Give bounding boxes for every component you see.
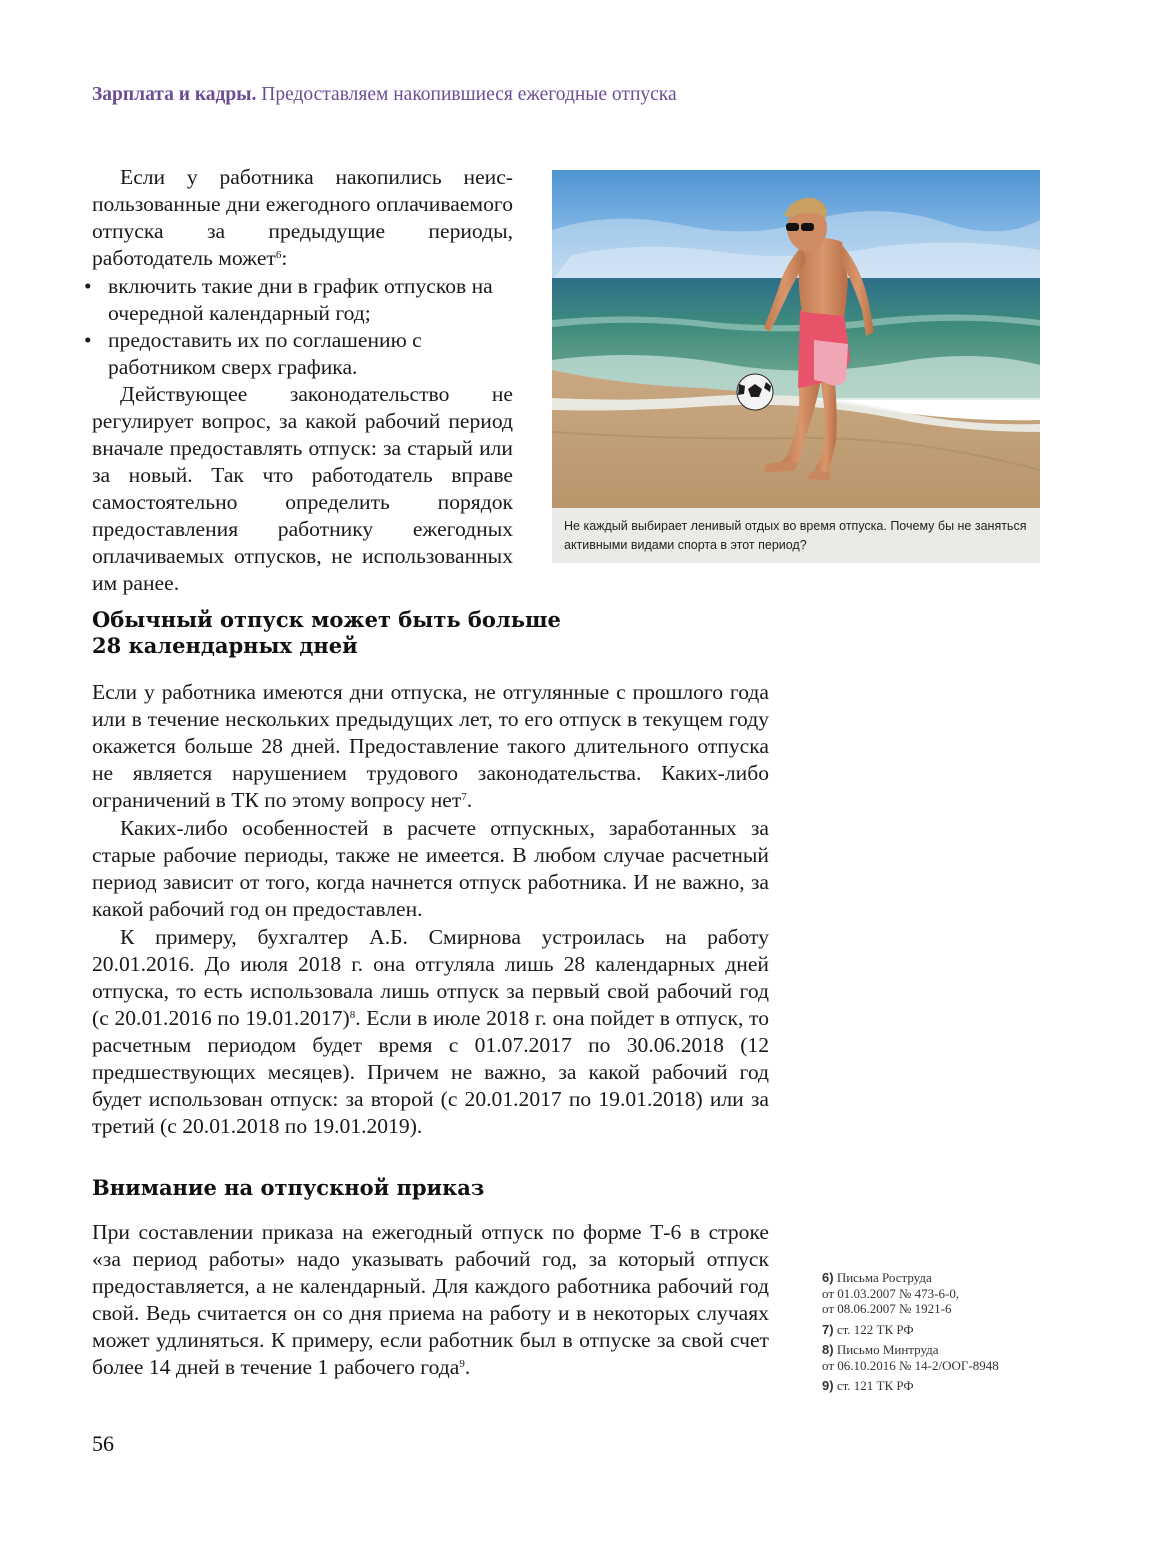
section1-paragraph-3: [92, 924, 769, 1140]
footnote-ref-7: 7: [461, 791, 467, 803]
running-head: [92, 84, 677, 106]
photo-caption-box: [552, 508, 1040, 563]
photo-caption: Не каждый выбирает ленивый отдых во время отпуска. Почему бы не заняться активными видами спорта в этот период?: [564, 519, 1027, 552]
footnote-ref-8: 8: [349, 1009, 356, 1021]
footnote-number: 8): [822, 1342, 834, 1357]
footnote-number: 9): [822, 1378, 834, 1393]
footnote-ref-9: 9: [459, 1358, 465, 1370]
intro-p1-end: :: [281, 246, 288, 270]
section1-p1-text: Если у работника имеются дни отпуска, не отгулянные с прошлого года или в течение нескольких предыдущих лет, то его отпуск в текущем году окажется больше 28 дней. Предоставление такого длительного отпуска не является нарушением трудового законодательства. Каких-либо ограничений в ТК по этому вопросу нет: [92, 680, 769, 812]
section2-p1-text: При составлении приказа на ежегодный отпуск по форме Т-6 в строке «за период работы» надо указывать рабочий год, за который отпуск предоставляется, а не календарный. Для каждого работника рабочий год свой. Ведь считается он со дня приема на работу и в некоторых случаях может удлиняться. К примеру, если работник был в отпуске за свой счет более 14 дней в течение 1 рабочего года: [92, 1220, 769, 1379]
running-head-title: Предоставляем накопившиеся ежегодные отпуска: [261, 84, 677, 105]
section1-p3-text-a: К примеру, бухгалтер А.Б. Смирнова устроилась на работу 20.01.2016. До июля 2018 г. она отгуляла лишь 28 календарных дней отпуска, то есть использовала лишь отпуск за первый свой рабочий год (с 20.01.2016 по 19.01.2017): [92, 925, 769, 1030]
intro-p1-text: Если у работника накопились неиспользованные дни ежегодного оплачиваемого отпуска за предыдущие периоды, работодатель может: [92, 165, 513, 270]
list-item: [80, 273, 513, 327]
beach-football-photo: [552, 170, 1040, 508]
footnote-text: ст. 121 ТК РФ: [836, 1378, 914, 1393]
section1-p1-end: .: [466, 788, 473, 812]
list-item-text: предоставить их по соглашению с работником сверх графика.: [108, 328, 422, 379]
footnote-6: [822, 1270, 1052, 1317]
section1-p3-text-b: . Если в июле 2018 г. она пойдет в отпуск, то расчетным периодом будет время с 01.07.2017 по 30.06.2018 (12 предшествующих месяцев). Причем не важно, за какой рабочий год будет использован отпуск: за второй (с 20.01.2017 по 19.01.2018) или за третий (с 20.01.2018 по 19.01.2019).: [92, 1006, 769, 1138]
section-heading-regular-leave: [92, 607, 692, 659]
footnote-text: ст. 122 ТК РФ: [836, 1321, 914, 1337]
section2-p1-end: .: [464, 1355, 471, 1379]
options-list: [80, 273, 513, 381]
intro-p2-text: Действующее законодательство не регулирует вопрос, за какой рабочий период вначале предоставлять отпуск: за старый или за новый. Так что работодатель вправе самостоятельно определить порядок предоставления работнику ежегодных оплачиваемых отпусков, не использованных им ранее.: [92, 382, 513, 595]
section1-p2-text: Каких-либо особенностей в расчете отпускных, заработанных за старые рабочие периоды, также не имеется. В любом случае расчетный период зависит от того, когда начнется отпуск работника. И не важно, за какой рабочий год он предоставлен.: [92, 816, 769, 921]
intro-paragraph-1: [92, 164, 513, 272]
footnote-7: [822, 1322, 1052, 1338]
section2-paragraph-1: [92, 1219, 769, 1381]
footnote-8: [822, 1342, 1052, 1373]
section1-paragraph-2: [92, 815, 769, 923]
bullet-icon: •: [84, 274, 92, 298]
page-number: 56: [92, 1431, 114, 1456]
heading-line: 28 календарных дней: [92, 633, 358, 658]
running-head-section: Зарплата и кадры.: [92, 84, 257, 105]
footnote-number: 7): [822, 1321, 834, 1337]
list-item-text: включить такие дни в график отпусков на очередной календарный год;: [108, 274, 493, 325]
footnote-ref-6: 6: [275, 249, 282, 261]
heading-line: Обычный отпуск может быть больше: [92, 607, 561, 632]
list-item: [80, 327, 513, 381]
footnotes: [822, 1270, 1052, 1399]
footnote-text: от 01.03.2007 № 473-6-0,: [822, 1285, 960, 1301]
section1-paragraph-1: [92, 679, 769, 814]
footnote-text: Письма Роструда: [836, 1270, 932, 1285]
footnote-text: Письмо Минтруда: [836, 1342, 939, 1357]
bullet-icon: •: [84, 328, 92, 352]
footnote-number: 6): [822, 1270, 834, 1285]
section-heading-order: Внимание на отпускной приказ: [92, 1175, 485, 1200]
footnote-text: от 08.06.2007 № 1921-6: [822, 1301, 952, 1316]
footnote-text: от 06.10.2016 № 14-2/ООГ-8948: [822, 1357, 999, 1373]
footnote-9: [822, 1378, 1052, 1394]
intro-paragraph-2: [92, 381, 513, 597]
